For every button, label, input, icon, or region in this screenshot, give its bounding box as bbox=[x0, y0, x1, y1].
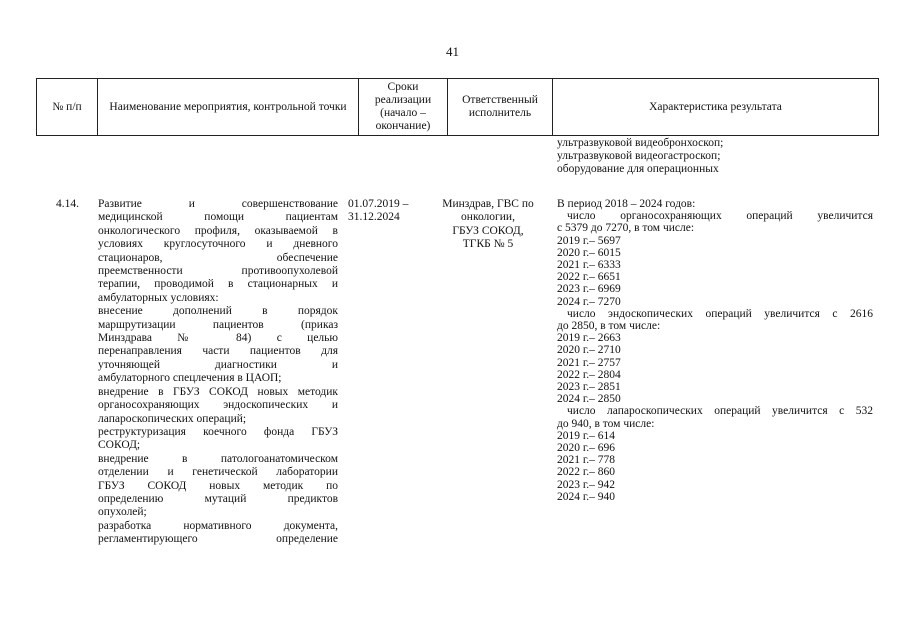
executor-line: ГБУЗ СОКОД, bbox=[452, 224, 524, 237]
result-line: до 940, в том числе: bbox=[557, 417, 655, 430]
activity-line: СОКОД; bbox=[98, 439, 141, 452]
activity-line: амбулаторного спецлечения в ЦАОП; bbox=[98, 372, 282, 385]
activity-line: Развитие и совершенствование bbox=[98, 198, 338, 210]
responsible-executor bbox=[432, 198, 544, 252]
result-line: 2019 г.– 614 bbox=[557, 429, 616, 442]
activity-line: уточняющей диагностики и bbox=[98, 358, 338, 371]
result-line: 2020 г.– 6015 bbox=[557, 246, 621, 259]
result-line: 2020 г.– 2710 bbox=[557, 344, 621, 357]
activity-line: разработка нормативного документа, bbox=[98, 519, 338, 532]
result-line: 2022 г.– 860 bbox=[557, 466, 616, 479]
continuation-line: ультразвуковой видеобронхоскоп; bbox=[557, 137, 724, 149]
result-line: до 2850, в том числе: bbox=[557, 320, 661, 333]
activity-line: онкологического профиля, оказываемой в bbox=[98, 224, 338, 237]
activity-line: преемственности противоопухолевой bbox=[98, 265, 338, 278]
result-line: 2021 г.– 778 bbox=[557, 454, 616, 467]
result-line: с 5379 до 7270, в том числе: bbox=[557, 222, 695, 235]
result-line: 2024 г.– 940 bbox=[557, 490, 616, 503]
activity-line: внесение дополнений в порядок bbox=[98, 305, 338, 318]
activity-line: реструктуризация коечного фонда ГБУЗ bbox=[98, 425, 338, 438]
activity-line: внедрение в патологоанатомическом bbox=[98, 452, 338, 465]
result-line: 2024 г.– 2850 bbox=[557, 393, 621, 406]
activity-line: перенаправления части пациентов для bbox=[98, 345, 338, 358]
activity-line: амбулаторных условиях: bbox=[98, 291, 219, 304]
continuation-line: ультразвуковой видеогастроскоп; bbox=[557, 150, 721, 163]
result-line: 2019 г.– 5697 bbox=[557, 234, 621, 247]
dates-line: 31.12.2024 bbox=[348, 211, 400, 224]
activity-line: опухолей; bbox=[98, 506, 147, 519]
activity-line: ГБУЗ СОКОД новых методик по bbox=[98, 479, 338, 492]
header-result: Характеристика результата bbox=[553, 79, 879, 136]
result-line: 2019 г.– 2663 bbox=[557, 332, 621, 345]
implementation-dates bbox=[348, 198, 424, 225]
result-line: число органосохраняющих операций увеличится bbox=[567, 210, 873, 223]
activity-line: стационаров, обеспечение bbox=[98, 251, 338, 264]
dates-line: 01.07.2019 – bbox=[348, 198, 409, 210]
executor-line: Минздрав, ГВС по bbox=[442, 198, 534, 210]
result-line: число эндоскопических операций увеличится с 2616 bbox=[567, 307, 873, 320]
activity-line: определению мутаций предиктов bbox=[98, 492, 338, 505]
result-line: 2023 г.– 6969 bbox=[557, 283, 621, 296]
result-line: 2023 г.– 2851 bbox=[557, 381, 621, 394]
header-num: № п/п bbox=[37, 79, 98, 136]
header-name: Наименование мероприятия, контрольной точки bbox=[98, 79, 359, 136]
result-characteristic bbox=[557, 198, 873, 503]
activity-line: Минздрава № 84) с целью bbox=[98, 332, 338, 345]
activity-line: регламентирующего определение bbox=[98, 533, 338, 546]
activity-line: условиях круглосуточного и дневного bbox=[98, 238, 338, 251]
result-line: 2021 г.– 2757 bbox=[557, 356, 621, 369]
page-number: 41 bbox=[446, 44, 459, 59]
header-dates: Сроки реализации (начало – окончание) bbox=[359, 79, 448, 136]
activity-line: терапии, проводимой в стационарных и bbox=[98, 278, 338, 291]
result-line: число лапароскопических операций увеличится с 532 bbox=[567, 405, 873, 418]
result-line: В период 2018 – 2024 годов: bbox=[557, 198, 696, 210]
result-line: 2022 г.– 6651 bbox=[557, 271, 621, 284]
result-continuation bbox=[557, 137, 877, 177]
result-line: 2022 г.– 2804 bbox=[557, 368, 621, 381]
row-number: 4.14. bbox=[56, 198, 79, 210]
result-line: 2020 г.– 696 bbox=[557, 442, 616, 455]
executor-line: ТГКБ № 5 bbox=[462, 238, 514, 251]
table-header bbox=[36, 78, 879, 136]
continuation-line: оборудование для операционных bbox=[557, 163, 719, 176]
activity-line: медицинской помощи пациентам bbox=[98, 211, 338, 224]
result-line: 2024 г.– 7270 bbox=[557, 295, 621, 308]
result-line: 2021 г.– 6333 bbox=[557, 259, 621, 272]
result-line: 2023 г.– 942 bbox=[557, 478, 616, 491]
executor-line: онкологии, bbox=[461, 211, 515, 224]
activity-line: органосохраняющих эндоскопических и bbox=[98, 399, 338, 412]
activity-line: внедрение в ГБУЗ СОКОД новых методик bbox=[98, 385, 338, 398]
header-executor: Ответственный исполнитель bbox=[448, 79, 553, 136]
activity-line: лапароскопических операций; bbox=[98, 412, 247, 425]
activity-line: отделении и генетической лаборатории bbox=[98, 466, 338, 479]
activity-description bbox=[98, 198, 338, 547]
activity-line: маршрутизации пациентов (приказ bbox=[98, 318, 338, 331]
